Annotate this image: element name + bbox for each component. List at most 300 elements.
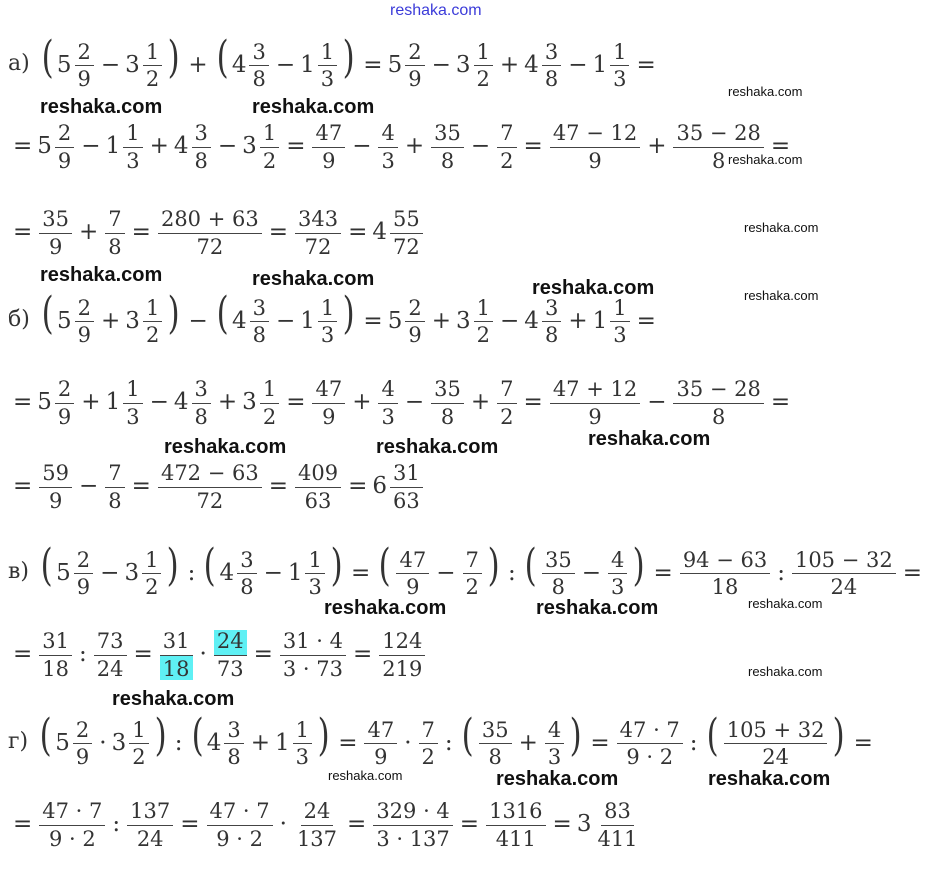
operator: = — [13, 811, 33, 837]
denominator: 72 — [196, 234, 224, 259]
denominator: 2 — [500, 404, 514, 429]
numerator: 3 — [224, 719, 243, 744]
denominator: 24 — [830, 575, 858, 600]
fraction — [673, 122, 763, 171]
denominator: 219 — [382, 656, 423, 681]
operator: = — [13, 389, 33, 415]
parenthesis: ( — [524, 539, 537, 591]
denominator: 2 — [132, 745, 146, 770]
numerator: 47 — [364, 719, 397, 744]
watermark: reshaka.com — [40, 96, 163, 118]
mixed-number — [124, 548, 163, 600]
whole-part: 3 — [125, 307, 140, 334]
mixed-number — [275, 718, 314, 770]
fraction — [158, 462, 262, 511]
label-b: б) — [8, 306, 30, 332]
equation-g-line-1 — [8, 706, 878, 776]
operator: · — [404, 729, 412, 756]
operator: = — [523, 133, 543, 159]
parenthesis: ) — [342, 287, 355, 339]
whole-part: 4 — [173, 133, 189, 159]
fraction — [542, 549, 575, 598]
fraction — [378, 122, 397, 171]
whole-part: 5 — [387, 51, 403, 78]
denominator: 24 — [762, 745, 789, 770]
numerator: 1 — [293, 719, 312, 744]
denominator: 8 — [711, 148, 726, 173]
fraction — [312, 378, 345, 427]
denominator: 3 — [381, 148, 395, 173]
fraction — [608, 549, 627, 598]
operator: : — [112, 811, 121, 837]
watermark: reshaka.com — [744, 220, 819, 235]
fraction — [479, 719, 512, 768]
mixed-number — [173, 121, 213, 173]
numerator: 7 — [105, 462, 124, 487]
denominator: 3 — [381, 404, 395, 429]
denominator: 63 — [393, 488, 420, 513]
operator: = — [348, 473, 368, 499]
mixed-number — [37, 377, 76, 429]
numerator: 7 — [419, 719, 438, 744]
whole-part: 4 — [231, 51, 247, 78]
mixed-number — [105, 377, 145, 429]
mixed-number — [125, 40, 164, 92]
denominator: 8 — [194, 148, 208, 173]
parenthesis: ) — [167, 31, 180, 83]
numerator: 47 — [396, 549, 429, 574]
denominator: 72 — [304, 234, 332, 259]
operator: : — [508, 559, 516, 586]
operator: = — [352, 641, 373, 667]
denominator: 9 — [408, 323, 422, 348]
denominator: 72 — [393, 234, 420, 259]
fraction — [594, 800, 640, 849]
fraction — [160, 630, 193, 679]
watermark: reshaka.com — [164, 436, 287, 458]
whole-part: 3 — [124, 559, 140, 586]
watermark: reshaka.com — [728, 152, 803, 167]
numerator: 1 — [123, 378, 142, 403]
denominator: 9 — [588, 148, 602, 173]
numerator: 35 — [542, 549, 575, 574]
numerator: 2 — [74, 549, 93, 574]
numerator: 1 — [474, 41, 493, 66]
operator: = — [13, 219, 33, 245]
denominator: 3 — [547, 745, 562, 770]
mixed-number — [300, 296, 339, 348]
equation-a-line-1 — [8, 28, 661, 98]
operator: = — [351, 559, 371, 586]
fraction — [486, 800, 545, 849]
fraction — [364, 719, 397, 768]
numerator: 105 + 32 — [724, 719, 828, 744]
mixed-number — [111, 718, 151, 770]
numerator: 1 — [260, 122, 279, 147]
denominator: 8 — [440, 148, 455, 173]
numerator: 1 — [318, 297, 337, 322]
operator: − — [568, 51, 588, 78]
numerator: 124 — [379, 630, 425, 655]
operator: + — [499, 51, 520, 78]
numerator: 2 — [405, 41, 424, 66]
denominator: 24 — [96, 656, 124, 681]
fraction — [792, 549, 896, 598]
operator: = — [770, 389, 791, 415]
fraction — [250, 297, 269, 346]
parenthesis: ) — [632, 539, 645, 591]
whole-part: 1 — [105, 389, 121, 415]
denominator: 63 — [304, 488, 332, 513]
parenthesis: ) — [569, 709, 582, 761]
denominator: 8 — [252, 323, 266, 348]
watermark: reshaka.com — [252, 96, 375, 118]
denominator: 9 · 2 — [216, 826, 263, 851]
fraction — [280, 630, 346, 679]
mixed-number — [219, 548, 259, 600]
fraction — [129, 719, 148, 768]
numerator: 1 — [610, 297, 629, 322]
mixed-number — [242, 377, 281, 429]
denominator: 2 — [145, 323, 160, 348]
denominator: 3 — [308, 575, 322, 600]
numerator: 1 — [123, 122, 142, 147]
equation-a-line-2 — [8, 112, 795, 182]
fraction — [207, 800, 273, 849]
whole-part: 3 — [242, 133, 257, 159]
denominator: 2 — [476, 67, 490, 92]
fraction — [192, 122, 211, 171]
mixed-number — [300, 40, 339, 92]
operator: + — [81, 389, 101, 415]
operator: : — [777, 559, 785, 586]
operator: = — [338, 729, 358, 756]
denominator: 8 — [551, 575, 566, 600]
denominator: 9 — [57, 148, 72, 173]
operator: = — [180, 811, 200, 837]
operator: + — [431, 307, 451, 334]
numerator: 1 — [143, 297, 162, 322]
operator: = — [131, 219, 151, 245]
whole-part: 1 — [275, 729, 290, 756]
parenthesis: ) — [342, 31, 355, 83]
fraction — [680, 549, 770, 598]
fraction — [39, 800, 105, 849]
parenthesis: ) — [317, 709, 330, 761]
numerator: 4 — [608, 549, 627, 574]
numerator: 31 — [160, 630, 193, 655]
equation-a-line-3 — [8, 198, 425, 268]
numerator: 35 — [431, 378, 464, 403]
denominator: 8 — [488, 745, 502, 770]
fraction — [260, 122, 279, 171]
fraction — [610, 41, 629, 90]
fraction — [390, 462, 423, 511]
operator: − — [275, 307, 296, 334]
operator: − — [263, 559, 283, 586]
denominator: 24 — [136, 826, 164, 851]
fraction — [105, 462, 124, 511]
numerator: 94 − 63 — [680, 549, 770, 574]
parenthesis: ( — [203, 539, 216, 591]
fraction — [474, 41, 493, 90]
watermark: reshaka.com — [40, 264, 163, 286]
fraction — [39, 208, 72, 257]
operator: : — [79, 641, 87, 667]
operator: · — [99, 729, 107, 756]
mixed-number — [455, 40, 495, 92]
operator: = — [13, 473, 33, 499]
whole-part: 4 — [524, 51, 539, 78]
watermark: reshaka.com — [376, 436, 499, 458]
fraction — [617, 719, 683, 768]
operator: = — [13, 641, 33, 667]
fraction — [318, 297, 337, 346]
operator: = — [268, 473, 288, 499]
denominator: 3 — [320, 67, 335, 92]
fraction — [542, 297, 561, 346]
numerator: 3 — [249, 41, 268, 66]
operator: + — [647, 133, 667, 159]
mixed-number — [231, 296, 271, 348]
numerator: 2 — [73, 719, 92, 744]
operator: + — [101, 307, 121, 334]
operator: + — [188, 51, 208, 78]
mixed-number — [56, 40, 96, 92]
denominator: 9 — [48, 488, 63, 513]
denominator: 8 — [252, 67, 266, 92]
watermark: reshaka.com — [536, 597, 659, 619]
denominator: 3 · 137 — [376, 826, 450, 851]
denominator: 9 — [77, 323, 92, 348]
parenthesis: ( — [39, 709, 52, 761]
whole-part: 5 — [387, 307, 403, 334]
equation-g-line-2 — [8, 790, 643, 860]
numerator: 35 — [431, 122, 464, 147]
denominator: 8 — [544, 67, 559, 92]
denominator: 3 — [126, 404, 140, 429]
denominator: 9 — [57, 404, 72, 429]
denominator: 8 — [440, 404, 455, 429]
operator: + — [518, 729, 538, 756]
operator: + — [470, 389, 491, 415]
denominator: 9 — [77, 67, 91, 92]
numerator: 73 — [94, 630, 127, 655]
numerator: 47 · 7 — [207, 800, 273, 825]
numerator: 1 — [129, 719, 148, 744]
parenthesis: ) — [154, 709, 167, 761]
fraction — [75, 41, 94, 90]
numerator: 409 — [295, 462, 341, 487]
denominator: 2 — [421, 745, 435, 770]
fraction — [214, 630, 247, 679]
denominator: 9 — [48, 234, 63, 259]
numerator: 4 — [378, 378, 397, 403]
operator: = — [636, 307, 656, 334]
fraction — [542, 41, 561, 90]
operator: − — [100, 559, 120, 586]
fraction — [379, 630, 425, 679]
numerator: 35 — [39, 208, 72, 233]
denominator: 2 — [500, 148, 514, 173]
fraction — [74, 549, 93, 598]
operator: + — [250, 729, 271, 756]
fraction — [73, 719, 92, 768]
operator: : — [689, 729, 698, 756]
denominator: 3 — [320, 323, 335, 348]
whole-part: 5 — [37, 133, 52, 159]
denominator: 9 · 2 — [626, 745, 674, 770]
denominator: 2 — [476, 323, 491, 348]
fraction — [39, 462, 72, 511]
fraction — [378, 378, 397, 427]
denominator: 3 — [126, 148, 140, 173]
equation-v-line-2 — [8, 620, 427, 690]
numerator: 137 — [127, 800, 173, 825]
denominator: 8 — [711, 404, 726, 429]
whole-part: 1 — [300, 307, 315, 334]
parenthesis: ( — [41, 287, 54, 339]
denominator: 9 — [374, 745, 388, 770]
denominator: 9 · 2 — [48, 826, 96, 851]
numerator: 1 — [474, 297, 493, 322]
mixed-number — [206, 718, 246, 770]
numerator: 1316 — [486, 800, 545, 825]
mixed-number — [55, 718, 94, 770]
parenthesis: ( — [706, 709, 719, 761]
fraction — [390, 208, 423, 257]
label-v: в) — [8, 558, 29, 584]
numerator: 3 — [542, 41, 561, 66]
denominator: 8 — [544, 323, 559, 348]
mixed-number — [524, 296, 563, 348]
denominator: 73 — [216, 656, 244, 681]
whole-part: 1 — [300, 51, 315, 78]
fraction — [143, 41, 162, 90]
fraction — [305, 549, 324, 598]
numerator: 31 · 4 — [280, 630, 346, 655]
fraction — [405, 41, 424, 90]
fraction — [396, 549, 429, 598]
operator: = — [459, 811, 480, 837]
operator: − — [431, 51, 451, 78]
whole-part: 4 — [231, 307, 247, 334]
denominator: 2 — [145, 575, 159, 600]
denominator: 18 — [160, 656, 193, 680]
operator: − — [79, 473, 99, 499]
mixed-number — [231, 40, 271, 92]
fraction — [123, 378, 142, 427]
mixed-number — [173, 377, 213, 429]
fraction — [610, 297, 629, 346]
fraction — [260, 378, 279, 427]
denominator: 3 — [295, 745, 310, 770]
numerator: 1 — [318, 41, 337, 66]
numerator: 2 — [75, 297, 94, 322]
fraction — [55, 378, 74, 427]
numerator: 280 + 63 — [158, 208, 262, 233]
denominator: 3 · 73 — [282, 656, 343, 681]
fraction — [55, 122, 74, 171]
numerator: 47 − 12 — [550, 122, 640, 147]
numerator: 2 — [405, 297, 424, 322]
operator: − — [217, 133, 238, 159]
watermark: reshaka.com — [748, 664, 823, 679]
fraction — [373, 800, 452, 849]
numerator: 3 — [192, 378, 211, 403]
fraction — [143, 297, 162, 346]
mixed-number — [576, 799, 643, 851]
denominator: 9 — [588, 404, 602, 429]
fraction — [94, 630, 127, 679]
numerator: 47 — [312, 378, 345, 403]
operator: = — [770, 133, 791, 159]
fraction — [75, 297, 94, 346]
operator: + — [79, 219, 99, 245]
parenthesis: ( — [461, 709, 474, 761]
whole-part: 1 — [105, 133, 121, 159]
whole-part: 5 — [57, 307, 72, 334]
operator: = — [853, 729, 873, 756]
operator: : — [174, 729, 183, 756]
operator: = — [363, 307, 383, 334]
denominator: 9 — [322, 148, 336, 173]
numerator: 1 — [260, 378, 279, 403]
operator: − — [470, 133, 491, 159]
numerator: 472 − 63 — [158, 462, 262, 487]
whole-part: 5 — [55, 729, 70, 756]
denominator: 2 — [465, 575, 479, 600]
numerator: 59 — [39, 462, 72, 487]
operator: − — [100, 51, 121, 78]
denominator: 3 — [613, 67, 627, 92]
operator: + — [149, 133, 169, 159]
parenthesis: ( — [378, 539, 391, 591]
whole-part: 1 — [592, 307, 608, 334]
parenthesis: ) — [833, 709, 846, 761]
numerator: 329 · 4 — [373, 800, 452, 825]
operator: = — [253, 641, 273, 667]
operator: − — [352, 133, 372, 159]
watermark-top[interactable]: reshaka.com — [390, 2, 482, 19]
operator: = — [286, 389, 306, 415]
parenthesis: ( — [41, 31, 54, 83]
numerator: 47 — [312, 122, 345, 147]
fraction — [550, 122, 640, 171]
operator: − — [149, 389, 169, 415]
operator: = — [552, 811, 572, 837]
operator: = — [131, 473, 151, 499]
numerator: 35 − 28 — [673, 378, 763, 403]
whole-part: 5 — [56, 51, 72, 78]
equation-b-line-3 — [8, 452, 425, 522]
denominator: 72 — [196, 488, 224, 513]
parenthesis: ) — [330, 539, 343, 591]
numerator: 1 — [305, 549, 324, 574]
operator: = — [348, 219, 368, 245]
mixed-number — [105, 121, 145, 173]
whole-part: 4 — [372, 219, 388, 245]
denominator: 8 — [240, 575, 254, 600]
numerator: 31 — [390, 462, 423, 487]
mixed-number — [242, 121, 281, 173]
fraction — [249, 41, 268, 90]
watermark: reshaka.com — [748, 596, 823, 611]
denominator: 2 — [262, 404, 277, 429]
denominator: 8 — [108, 488, 122, 513]
numerator: 7 — [105, 208, 124, 233]
numerator: 47 · 7 — [617, 719, 683, 744]
